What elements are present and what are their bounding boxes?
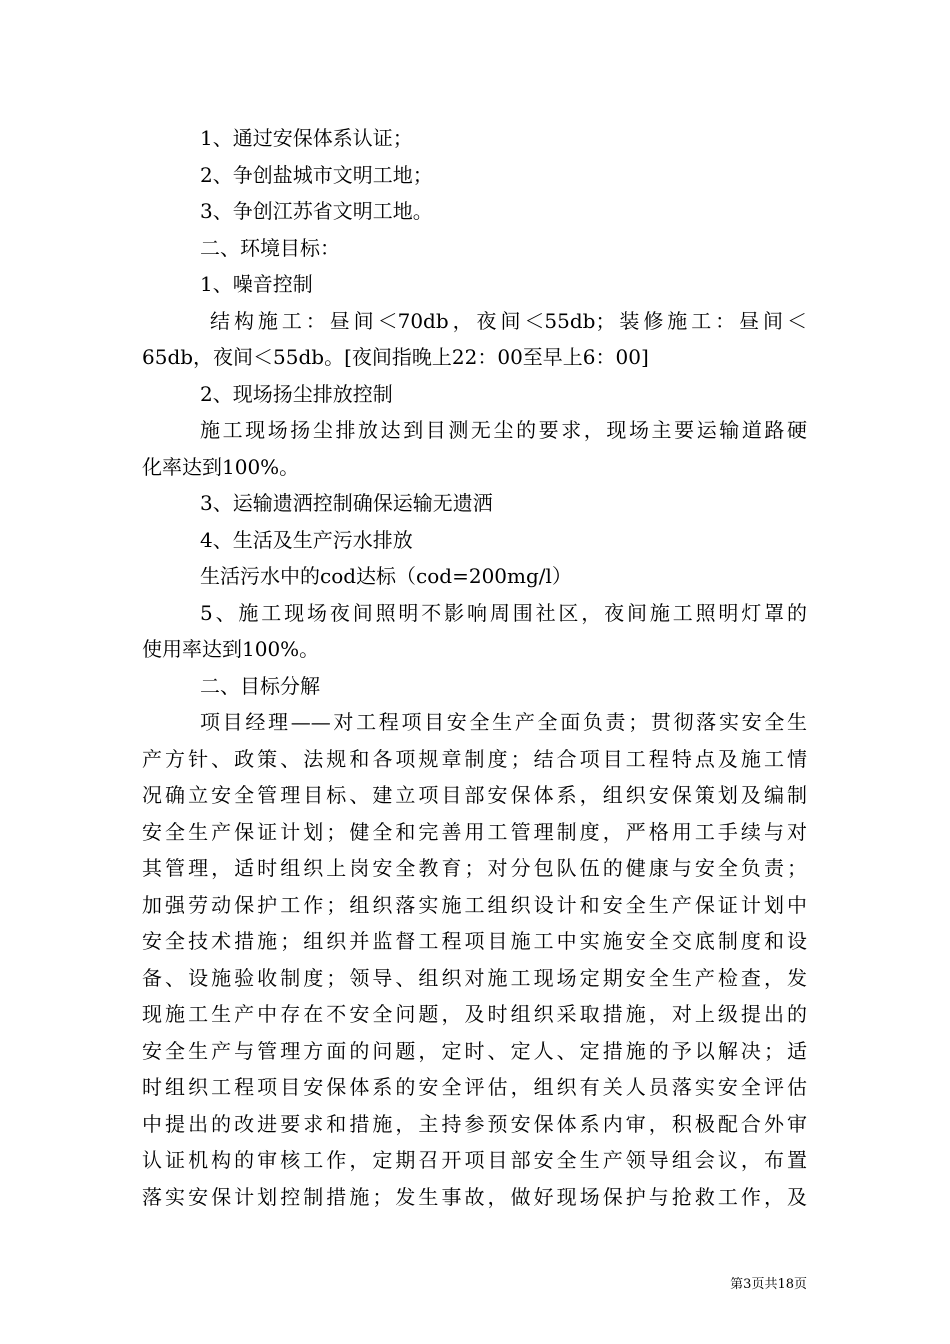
- text-line: 况确立安全管理目标、建立项目部安保体系，组织安保策划及编制: [142, 783, 807, 807]
- text-line: 2、现场扬尘排放控制: [200, 381, 393, 406]
- text-line: 现施工生产中存在不安全问题，及时组织采取措施，对上级提出的: [142, 1002, 807, 1026]
- text-line: 产方针、政策、法规和各项规章制度；结合项目工程特点及施工情: [142, 746, 807, 771]
- text-line: 安全生产保证计划；健全和完善用工管理制度，严格用工手续与对: [142, 819, 807, 844]
- text-line: 其管理，适时组织上岗安全教育；对分包队伍的健康与安全负责；: [142, 856, 807, 880]
- section-heading: 二、环境目标：: [200, 235, 340, 260]
- text-line: 施工现场扬尘排放达到目测无尘的要求，现场主要运输道路硬: [200, 418, 807, 442]
- text-line: 中提出的改进要求和措施，主持参预安保体系内审，积极配合外审: [142, 1111, 807, 1136]
- text-line: 结构施工：昼间＜70db，夜间＜55db；装修施工：昼间＜: [210, 308, 807, 333]
- text-line: 安全技术措施；组织并监督工程项目施工中实施安全交底制度和设: [142, 929, 807, 953]
- text-line: 使用率达到100%。: [142, 637, 320, 661]
- text-line: 认证机构的审核工作，定期召开项目部安全生产领导组会议，布置: [142, 1148, 807, 1172]
- page-number: 第3页共18页: [730, 1277, 807, 1292]
- text-line: 生活污水中的cod达标（cod=200mg/l）: [200, 564, 572, 588]
- text-line: 3、争创江苏省文明工地。: [200, 199, 433, 223]
- text-line: 落实安保计划控制措施；发生事故，做好现场保护与抢救工作，及: [142, 1184, 807, 1209]
- text-line: 备、设施验收制度；领导、组织对施工现场定期安全生产检查，发: [142, 965, 807, 990]
- text-line: 3、运输遗洒控制确保运输无遗洒: [200, 491, 493, 515]
- text-line: 2、争创盐城市文明工地；: [200, 162, 433, 187]
- text-line: 时组织工程项目安保体系的安全评估，组织有关人员落实安全评估: [142, 1075, 807, 1099]
- text-line: 1、噪音控制: [200, 272, 313, 296]
- text-line: 安全生产与管理方面的问题，定时、定人、定措施的予以解决；适: [142, 1038, 807, 1063]
- text-line: 加强劳动保护工作；组织落实施工组织设计和安全生产保证计划中: [142, 892, 807, 917]
- text-line: 1、通过安保体系认证；: [200, 126, 413, 150]
- document-body: [142, 120, 807, 1215]
- text-line: 化率达到100%。: [142, 454, 300, 479]
- text-line: 5、施工现场夜间照明不影响周围社区，夜间施工照明灯罩的: [200, 600, 807, 625]
- text-line: 65db，夜间＜55db。[夜间指晚上22：00至早上6：00]: [142, 345, 649, 369]
- section-heading: 二、目标分解: [200, 673, 320, 698]
- text-line: 项目经理——对工程项目安全生产全面负责；贯彻落实安全生: [200, 710, 807, 734]
- text-line: 4、生活及生产污水排放: [200, 527, 413, 552]
